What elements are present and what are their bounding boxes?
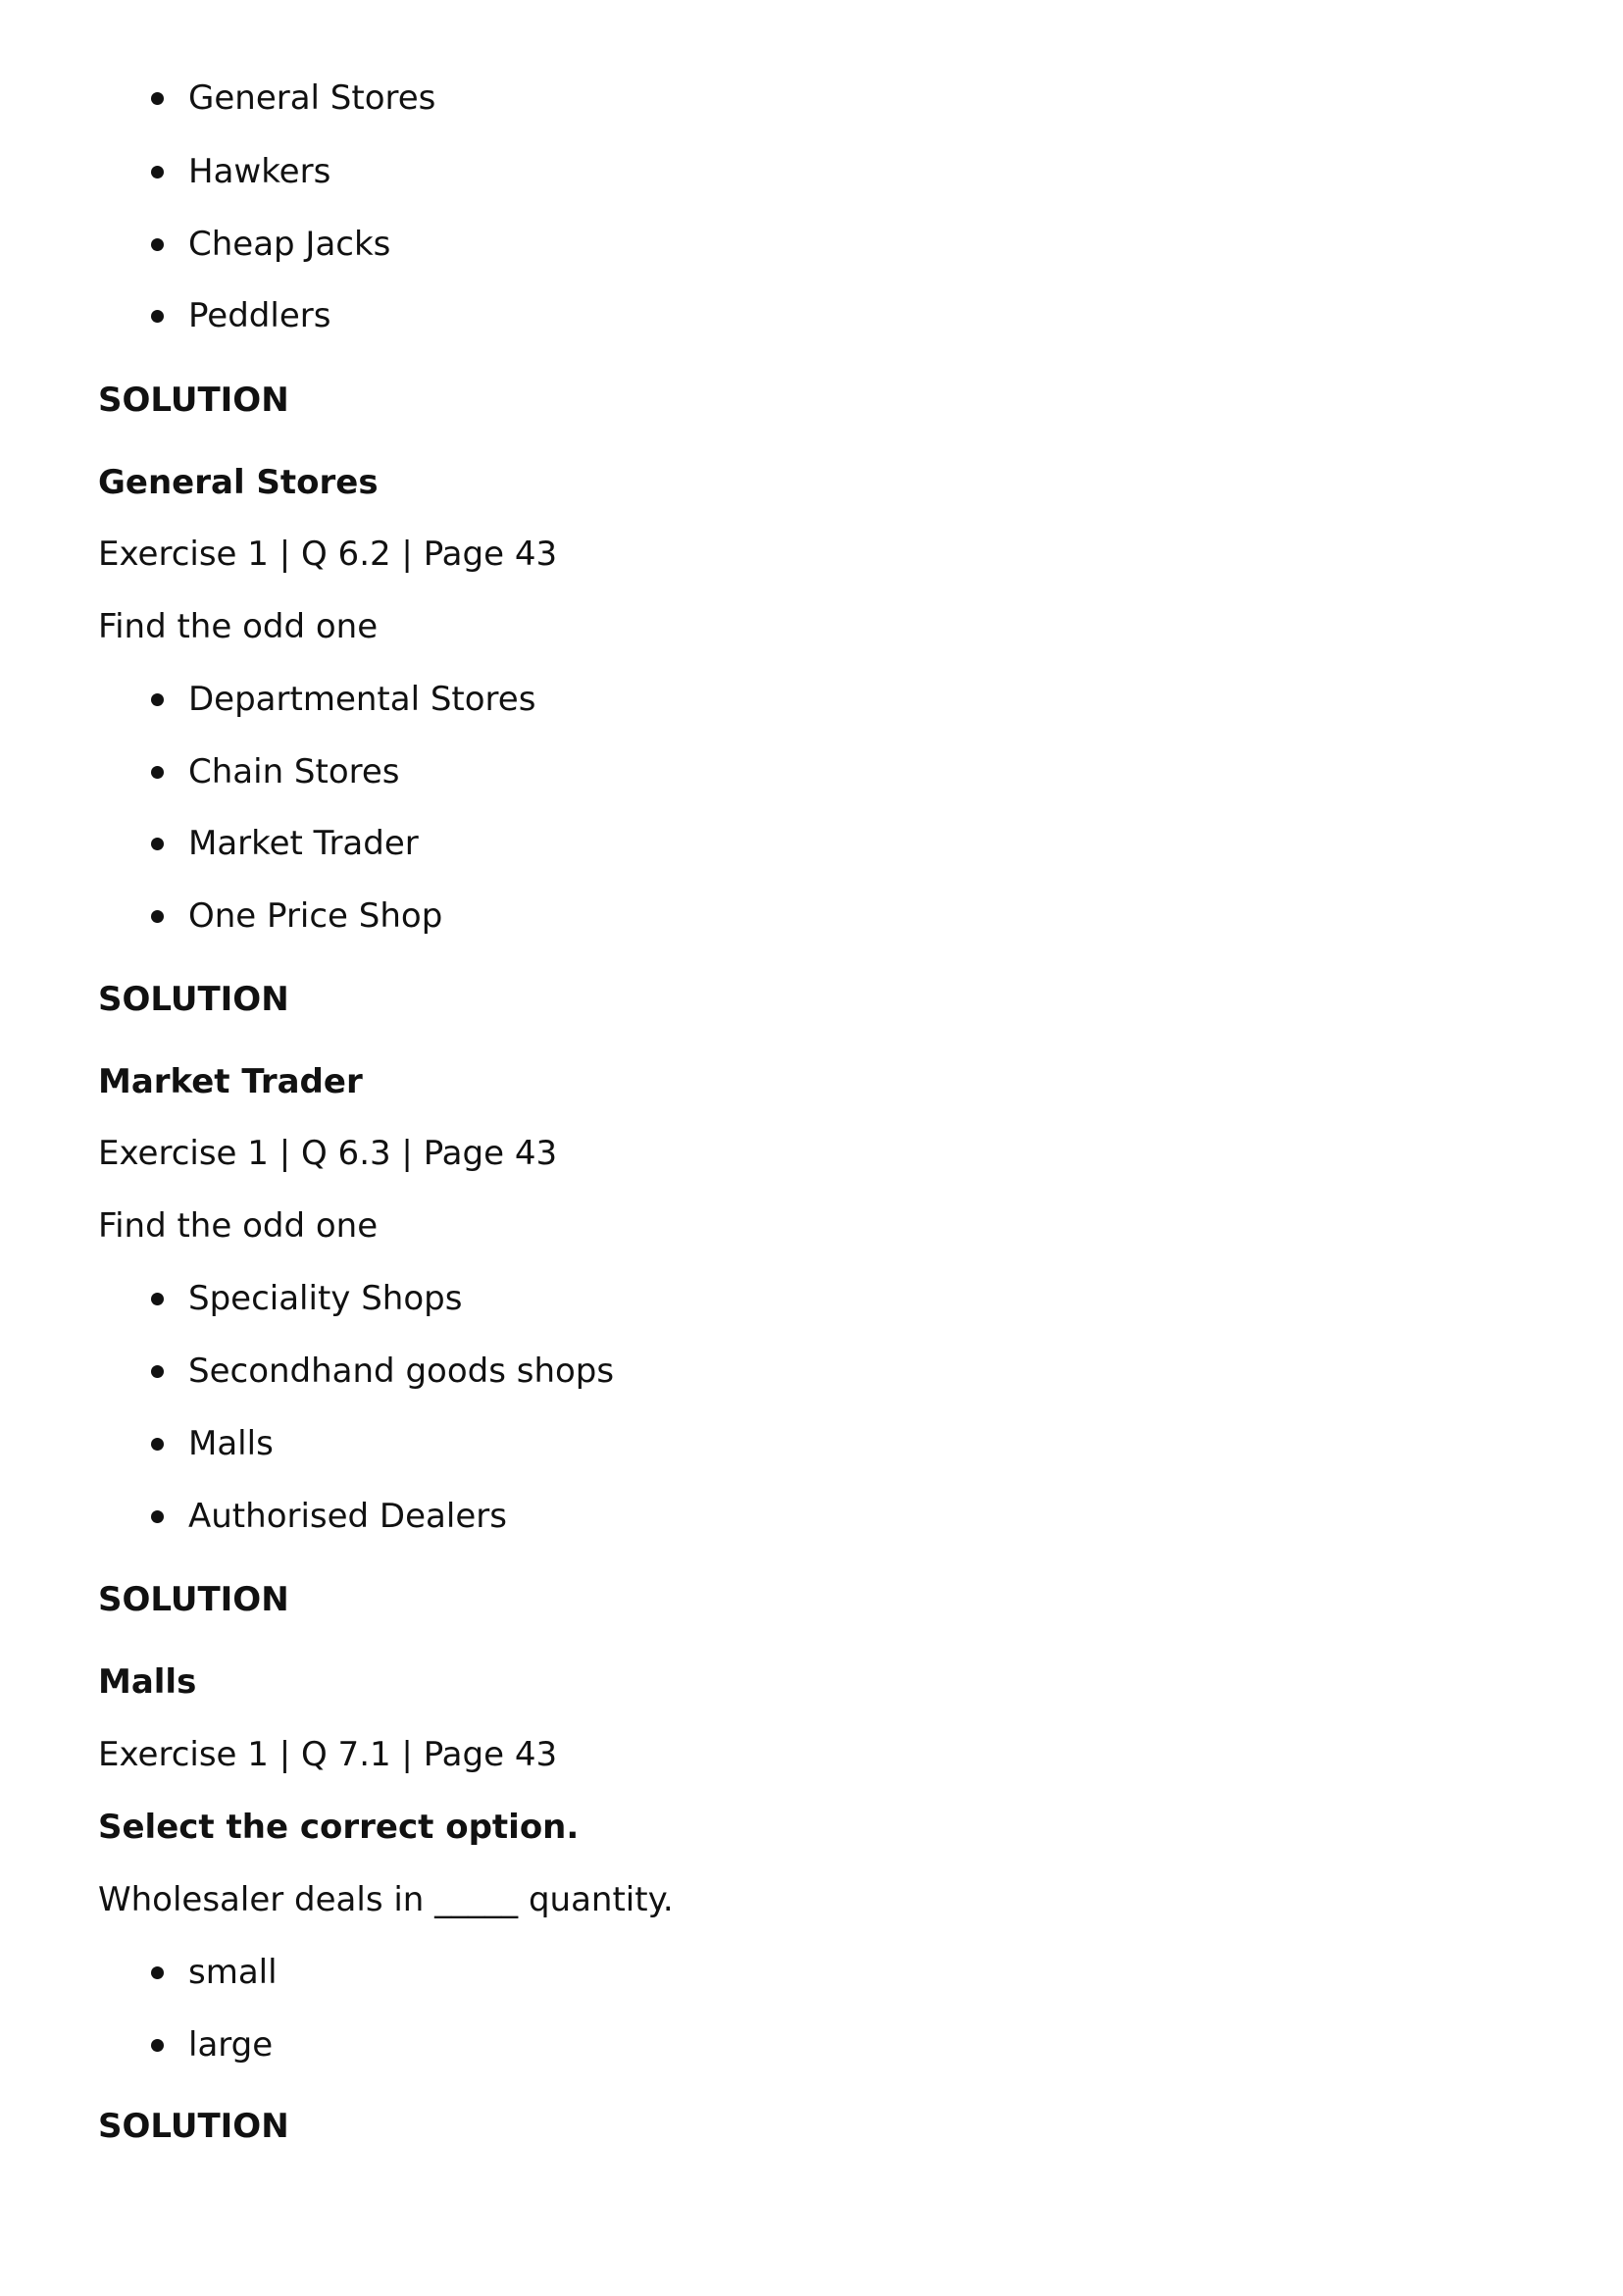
option-text: Chain Stores xyxy=(188,752,400,791)
bullet-icon xyxy=(151,838,164,850)
solution-heading: SOLUTION xyxy=(98,2107,289,2146)
option-text: Secondhand goods shops xyxy=(188,1352,615,1391)
option-text: small xyxy=(188,1953,278,1992)
exercise-reference: Exercise 1 | Q 7.1 | Page 43 xyxy=(98,1735,558,1774)
solution-answer: Malls xyxy=(98,1662,197,1702)
option-text: Departmental Stores xyxy=(188,680,536,719)
option-text: Authorised Dealers xyxy=(188,1497,507,1536)
bullet-icon xyxy=(151,693,164,706)
option-text: Malls xyxy=(188,1424,274,1463)
exercise-reference: Exercise 1 | Q 6.3 | Page 43 xyxy=(98,1134,558,1173)
option-text: large xyxy=(188,2025,274,2065)
list-item xyxy=(188,1279,462,1318)
solution-heading: SOLUTION xyxy=(98,980,289,1019)
list-item xyxy=(188,296,330,335)
bullet-icon xyxy=(151,1365,164,1378)
option-text: Market Trader xyxy=(188,824,419,863)
list-item xyxy=(188,1497,507,1536)
bullet-icon xyxy=(151,310,164,323)
exercise-reference: Exercise 1 | Q 6.2 | Page 43 xyxy=(98,535,558,574)
list-item xyxy=(188,824,419,863)
bullet-icon xyxy=(151,1293,164,1305)
question-prompt: Find the odd one xyxy=(98,1206,379,1246)
question-instruction: Select the correct option. xyxy=(98,1808,580,1847)
solution-heading: SOLUTION xyxy=(98,1580,289,1619)
solution-heading: SOLUTION xyxy=(98,381,289,420)
option-text: Speciality Shops xyxy=(188,1279,463,1318)
list-item xyxy=(188,78,435,118)
list-item xyxy=(188,1352,614,1391)
option-text: General Stores xyxy=(188,78,436,118)
bullet-icon xyxy=(151,166,164,179)
solution-answer: Market Trader xyxy=(98,1062,363,1101)
solution-answer: General Stores xyxy=(98,463,379,502)
option-text: One Price Shop xyxy=(188,896,443,936)
list-item xyxy=(188,2025,273,2065)
option-text: Hawkers xyxy=(188,152,331,191)
list-item xyxy=(188,225,390,264)
bullet-icon xyxy=(151,92,164,105)
bullet-icon xyxy=(151,1966,164,1979)
option-text: Cheap Jacks xyxy=(188,225,391,264)
bullet-icon xyxy=(151,910,164,923)
list-item xyxy=(188,1424,274,1463)
option-text: Peddlers xyxy=(188,296,331,335)
list-item xyxy=(188,896,442,936)
list-item xyxy=(188,752,400,791)
list-item xyxy=(188,152,330,191)
bullet-icon xyxy=(151,1438,164,1451)
bullet-icon xyxy=(151,766,164,779)
question-text: Wholesaler deals in _____ quantity. xyxy=(98,1880,674,1919)
question-prompt: Find the odd one xyxy=(98,607,379,646)
bullet-icon xyxy=(151,1510,164,1523)
bullet-icon xyxy=(151,238,164,251)
list-item xyxy=(188,1953,278,1992)
bullet-icon xyxy=(151,2039,164,2052)
list-item xyxy=(188,680,535,719)
